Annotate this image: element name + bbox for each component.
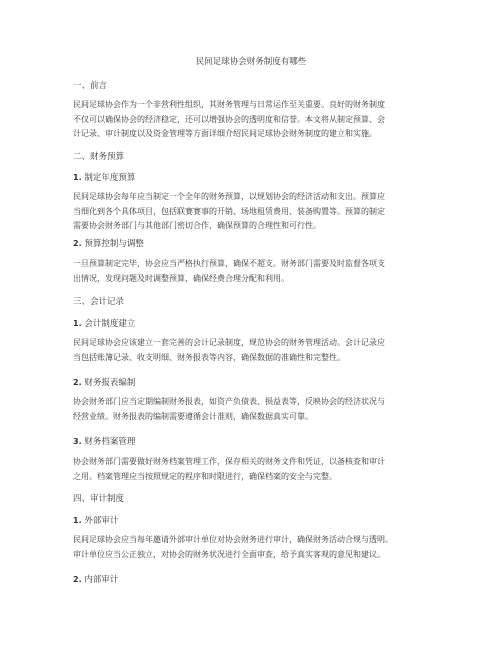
paragraph-line: 协会财务部门需要做好财务档案管理工作，保存相关的财务文件和凭证，以备核查和审计 <box>73 457 385 466</box>
subsection-number: 1. <box>73 173 82 182</box>
subsection-heading-archives <box>73 436 135 448</box>
paragraph-line: 当包括账簿记录、收支明细、财务报表等内容，确保数据的准确性和完整性。 <box>73 352 345 362</box>
subsection-heading-budget-control <box>73 238 144 250</box>
paragraph-line: 经营业绩。财务报表的编制需要遵循会计准则，确保数据真实可靠。 <box>73 411 313 421</box>
subsection-number: 1. <box>73 319 82 328</box>
paragraph-line: 出情况，发现问题及时调整预算，确保经费合理分配和利用。 <box>73 273 289 283</box>
subsection-number: 2. <box>73 239 82 248</box>
paragraph-line: 计记录、审计制度以及资金管理等方面详细介绍民间足球协会财务制度的建立和实施。 <box>73 129 377 139</box>
paragraph-line: 需要协会财务部门与其他部门密切合作，确保预算的合理性和可行性。 <box>73 221 321 231</box>
subsection-heading-financial-statements <box>73 377 135 389</box>
subsection-heading-external-audit <box>73 515 118 527</box>
paragraph-line: 审计单位应当公正独立，对协会的财务状况进行全面审查，给予真实客观的意见和建议。 <box>73 549 385 559</box>
subsection-heading-annual-budget <box>73 172 135 184</box>
subsection-accounting-system-paragraph <box>73 336 433 365</box>
subsection-title: 内部审计 <box>84 575 119 585</box>
section-heading-preface: 一、前言 <box>73 81 108 91</box>
subsection-title: 会计制度建立 <box>84 319 136 329</box>
subsection-annual-budget-paragraph <box>73 190 433 234</box>
subsection-external-audit-paragraph <box>73 533 433 562</box>
subsection-title: 制定年度预算 <box>84 173 136 183</box>
subsection-title: 外部审计 <box>84 516 119 526</box>
paragraph-line: 民间足球协会应当每年邀请外部审计单位对协会财务进行审计，确保财务活动合规与透明。 <box>73 535 393 544</box>
paragraph-line: 一旦预算制定完毕，协会应当严格执行预算，确保不超支。财务部门需要及时监督各项支 <box>73 259 385 268</box>
subsection-financial-statements-paragraph <box>73 395 433 424</box>
paragraph-line: 协会财务部门应当定期编制财务报表，如资产负债表、损益表等，反映协会的经济状况与 <box>73 397 385 406</box>
subsection-title: 财务报表编制 <box>84 378 136 388</box>
subsection-number: 2. <box>73 378 82 387</box>
subsection-heading-accounting-system <box>73 318 135 330</box>
paragraph-line: 不仅可以确保协会的经济稳定，还可以增强协会的透明度和信誉。本文将从制定预算、会 <box>73 114 385 124</box>
subsection-number: 2. <box>73 575 82 584</box>
section-heading-budget: 二、财务预算 <box>73 152 125 162</box>
paragraph-line: 民间足球协会每年应当制定一个全年的财务预算，以规划协会的经济活动和支出。预算应 <box>73 192 385 201</box>
paragraph-line: 之用。档案管理应当按照规定的程序和时限进行，确保档案的安全与完整。 <box>73 471 337 481</box>
subsection-title: 财务档案管理 <box>84 437 136 447</box>
section-preface-paragraph <box>73 98 433 142</box>
section-heading-accounting: 三、会计记录 <box>73 297 125 307</box>
subsection-archives-paragraph <box>73 455 433 484</box>
subsection-heading-internal-audit <box>73 574 118 586</box>
subsection-number: 1. <box>73 516 82 525</box>
document-title: 民间足球协会财务制度有哪些 <box>195 57 307 67</box>
subsection-title: 预算控制与调整 <box>84 239 144 249</box>
paragraph-line: 当细化到各个具体项目，包括联赛赛事的开销、场地租赁费用、装备购置等。预算的制定 <box>73 206 385 216</box>
section-heading-audit: 四、审计制度 <box>73 494 125 504</box>
paragraph-line: 民间足球协会作为一个非营利性组织，其财务管理与日常运作至关重要。良好的财务制度 <box>73 100 385 109</box>
subsection-budget-control-paragraph <box>73 257 433 286</box>
paragraph-line: 民间足球协会应该建立一套完善的会计记录制度，规范协会的财务管理活动。会计记录应 <box>73 338 385 347</box>
subsection-number: 3. <box>73 437 82 446</box>
